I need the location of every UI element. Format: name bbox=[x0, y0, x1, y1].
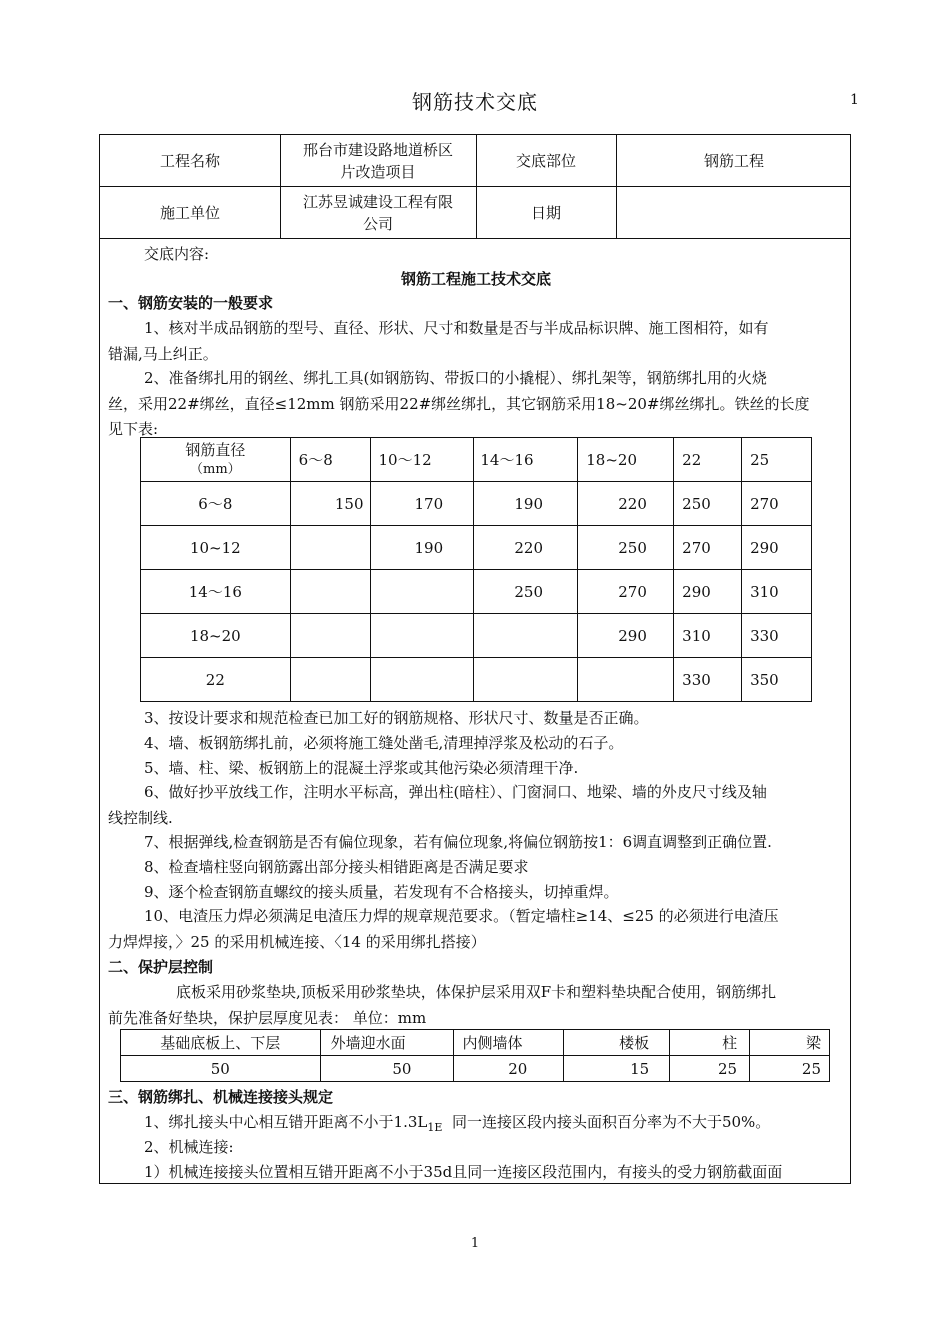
paragraph: 4、墙、板钢筋绑扎前，必须将施工缝处凿毛,清理掉浮浆及松动的石子。 bbox=[144, 734, 624, 752]
project-name-value bbox=[280, 135, 476, 186]
table-cell bbox=[290, 658, 370, 702]
table-cell bbox=[370, 570, 474, 614]
paragraph: 前先准备好垫块，保护层厚度见表： 单位：mm bbox=[108, 1009, 427, 1027]
section-1-heading: 一、钢筋安装的一般要求 bbox=[108, 294, 274, 312]
section-3-heading: 三、钢筋绑扎、机械连接接头规定 bbox=[108, 1088, 334, 1106]
paragraph: 1、核对半成品钢筋的型号、直径、形状、尺寸和数量是否与半成品标识牌、施工图相符，如有 bbox=[144, 319, 769, 337]
construction-unit-value bbox=[280, 187, 476, 238]
table-row bbox=[141, 482, 812, 526]
table-cell bbox=[578, 658, 674, 702]
table-cell: 290 bbox=[674, 570, 742, 614]
table-row bbox=[141, 570, 812, 614]
table-corner-cell bbox=[141, 438, 291, 482]
row-label-cell: 22 bbox=[141, 658, 291, 702]
table-cell bbox=[290, 614, 370, 658]
paragraph: 8、检查墙柱竖向钢筋露出部分接头相错距离是否满足要求 bbox=[144, 858, 529, 876]
handover-part-value: 钢筋工程 bbox=[703, 151, 764, 170]
content-label: 交底内容: bbox=[144, 245, 210, 263]
table-cell bbox=[474, 614, 578, 658]
header-divider bbox=[476, 135, 477, 239]
table-header-cell: 18~20 bbox=[578, 438, 674, 482]
page-number-top: 1 bbox=[850, 92, 859, 108]
handover-form bbox=[99, 134, 851, 1184]
construction-unit-label: 施工单位 bbox=[159, 203, 220, 222]
table-cell: 270 bbox=[578, 570, 674, 614]
table-cell: 170 bbox=[370, 482, 474, 526]
table-row bbox=[141, 658, 812, 702]
table-row bbox=[141, 526, 812, 570]
table-cell: 290 bbox=[578, 614, 674, 658]
paragraph: 力焊焊接，〉25 的采用机械连接、〈14 的采用绑扎搭接） bbox=[108, 933, 486, 951]
table-header-cell: 6～8 bbox=[290, 438, 370, 482]
project-name-label: 工程名称 bbox=[159, 151, 220, 170]
table-cell: 50 bbox=[320, 1056, 454, 1082]
table-cell: 270 bbox=[742, 482, 812, 526]
handover-part-label: 交底部位 bbox=[515, 151, 576, 170]
paragraph: 线控制线. bbox=[108, 809, 173, 827]
table-cell: 220 bbox=[578, 482, 674, 526]
project-name-line1: 邢台市建设路地道桥区 bbox=[302, 140, 453, 159]
wire-length-table bbox=[140, 437, 812, 702]
table-cell: 310 bbox=[674, 614, 742, 658]
subscript: 1E bbox=[427, 1121, 443, 1134]
table-cell: 20 bbox=[454, 1056, 564, 1082]
date-label: 日期 bbox=[530, 203, 561, 222]
table-cell bbox=[290, 570, 370, 614]
table-cell: 15 bbox=[564, 1056, 670, 1082]
paragraph: 1）机械连接接头位置相互错开距离不小于35d且同一连接区段范围内，有接头的受力钢筋截面面 bbox=[144, 1163, 783, 1181]
table-cell bbox=[474, 658, 578, 702]
table-cell bbox=[290, 526, 370, 570]
header-row-1 bbox=[100, 135, 850, 187]
construction-unit-line1: 江苏昱诚建设工程有限 bbox=[302, 192, 453, 211]
table-header-cell: 22 bbox=[674, 438, 742, 482]
paragraph: 7、根据弹线,检查钢筋是否有偏位现象，若有偏位现象,将偏位钢筋按1：6调直调整到正确位置. bbox=[144, 833, 772, 851]
date-value bbox=[616, 187, 852, 238]
table-header-cell: 内侧墙体 bbox=[454, 1030, 564, 1056]
table-cell: 270 bbox=[674, 526, 742, 570]
table-header-cell: 10～12 bbox=[370, 438, 474, 482]
table-header-cell: 梁 bbox=[750, 1030, 830, 1056]
table-cell: 25 bbox=[750, 1056, 830, 1082]
paragraph: 10、电渣压力焊必须满足电渣压力焊的规章规范要求。（暂定墙柱≥14、≤25 的必须进行电渣压 bbox=[144, 907, 779, 925]
paragraph: 错漏,马上纠正。 bbox=[108, 345, 218, 363]
table-row bbox=[141, 614, 812, 658]
page-number-bottom: 1 bbox=[470, 1236, 480, 1251]
construction-unit-line2: 公司 bbox=[362, 214, 393, 233]
table-row bbox=[141, 438, 812, 482]
table-cell: 50 bbox=[121, 1056, 321, 1082]
header-row-2 bbox=[100, 187, 850, 239]
table-header-cell: 柱 bbox=[670, 1030, 750, 1056]
table-cell: 350 bbox=[742, 658, 812, 702]
table-cell: 190 bbox=[474, 482, 578, 526]
table-header-cell: 楼板 bbox=[564, 1030, 670, 1056]
table-cell: 290 bbox=[742, 526, 812, 570]
subtitle: 钢筋工程施工技术交底 bbox=[400, 270, 551, 288]
table-cell: 250 bbox=[474, 570, 578, 614]
paragraph: 2、机械连接: bbox=[144, 1138, 234, 1156]
section-2-heading: 二、保护层控制 bbox=[108, 958, 214, 976]
table-cell: 220 bbox=[474, 526, 578, 570]
paragraph-text: 同一连接区段内接头面积百分率为不大于50%。 bbox=[451, 1113, 771, 1131]
table-cell: 250 bbox=[674, 482, 742, 526]
table-header-cell: 14～16 bbox=[474, 438, 578, 482]
paragraph: 6、做好抄平放线工作，注明水平标高，弹出柱(暗柱）、门窗洞口、地梁、墙的外皮尺寸线及轴 bbox=[144, 783, 767, 801]
project-name-line2: 片改造项目 bbox=[340, 162, 416, 181]
table-cell bbox=[370, 614, 474, 658]
row-label-cell: 10~12 bbox=[141, 526, 291, 570]
paragraph: 见下表: bbox=[108, 420, 159, 438]
table-cell: 25 bbox=[670, 1056, 750, 1082]
table-cell: 250 bbox=[578, 526, 674, 570]
row-label-cell: 18~20 bbox=[141, 614, 291, 658]
header-divider bbox=[616, 135, 617, 239]
table-cell: 330 bbox=[742, 614, 812, 658]
table-row bbox=[121, 1030, 830, 1056]
table-header-cell: 25 bbox=[742, 438, 812, 482]
table-cell: 310 bbox=[742, 570, 812, 614]
table-corner-line1: 钢筋直径 bbox=[185, 440, 246, 459]
table-header-cell: 基础底板上、下层 bbox=[121, 1030, 321, 1056]
paragraph: 2、准备绑扎用的钢丝、绑扎工具(如钢筋钩、带扳口的小撬棍）、绑扎架等，钢筋绑扎用的火烧 bbox=[144, 369, 767, 387]
paragraph: 3、按设计要求和规范检查已加工好的钢筋规格、形状尺寸、数量是否正确。 bbox=[144, 709, 649, 727]
table-cell bbox=[370, 658, 474, 702]
document-title: 钢筋技术交底 bbox=[412, 90, 538, 114]
table-corner-line2: （mm） bbox=[190, 461, 241, 477]
table-cell: 150 bbox=[290, 482, 370, 526]
paragraph: 底板采用砂浆垫块,顶板采用砂浆垫块，体保护层采用双F卡和塑料垫块配合使用，钢筋绑扎 bbox=[176, 983, 777, 1001]
table-cell: 190 bbox=[370, 526, 474, 570]
table-cell: 330 bbox=[674, 658, 742, 702]
table-header-cell: 外墙迎水面 bbox=[320, 1030, 454, 1056]
row-label-cell: 6～8 bbox=[141, 482, 291, 526]
paragraph-text: 1、绑扎接头中心相互错开距离不小于1.3L bbox=[144, 1113, 428, 1131]
paragraph: 9、逐个检查钢筋直螺纹的接头质量，若发现有不合格接头，切掉重焊。 bbox=[144, 883, 619, 901]
table-row bbox=[121, 1056, 830, 1082]
row-label-cell: 14～16 bbox=[141, 570, 291, 614]
paragraph: 5、墙、柱、梁、板钢筋上的混凝土浮浆或其他污染必须清理干净. bbox=[144, 759, 579, 777]
cover-thickness-table bbox=[120, 1029, 830, 1082]
header-divider bbox=[280, 135, 281, 239]
paragraph: 丝，采用22#绑丝，直径≤12mm 钢筋采用22#绑丝绑扎，其它钢筋采用18~20#绑丝绑扎。铁丝的长度 bbox=[108, 395, 810, 413]
